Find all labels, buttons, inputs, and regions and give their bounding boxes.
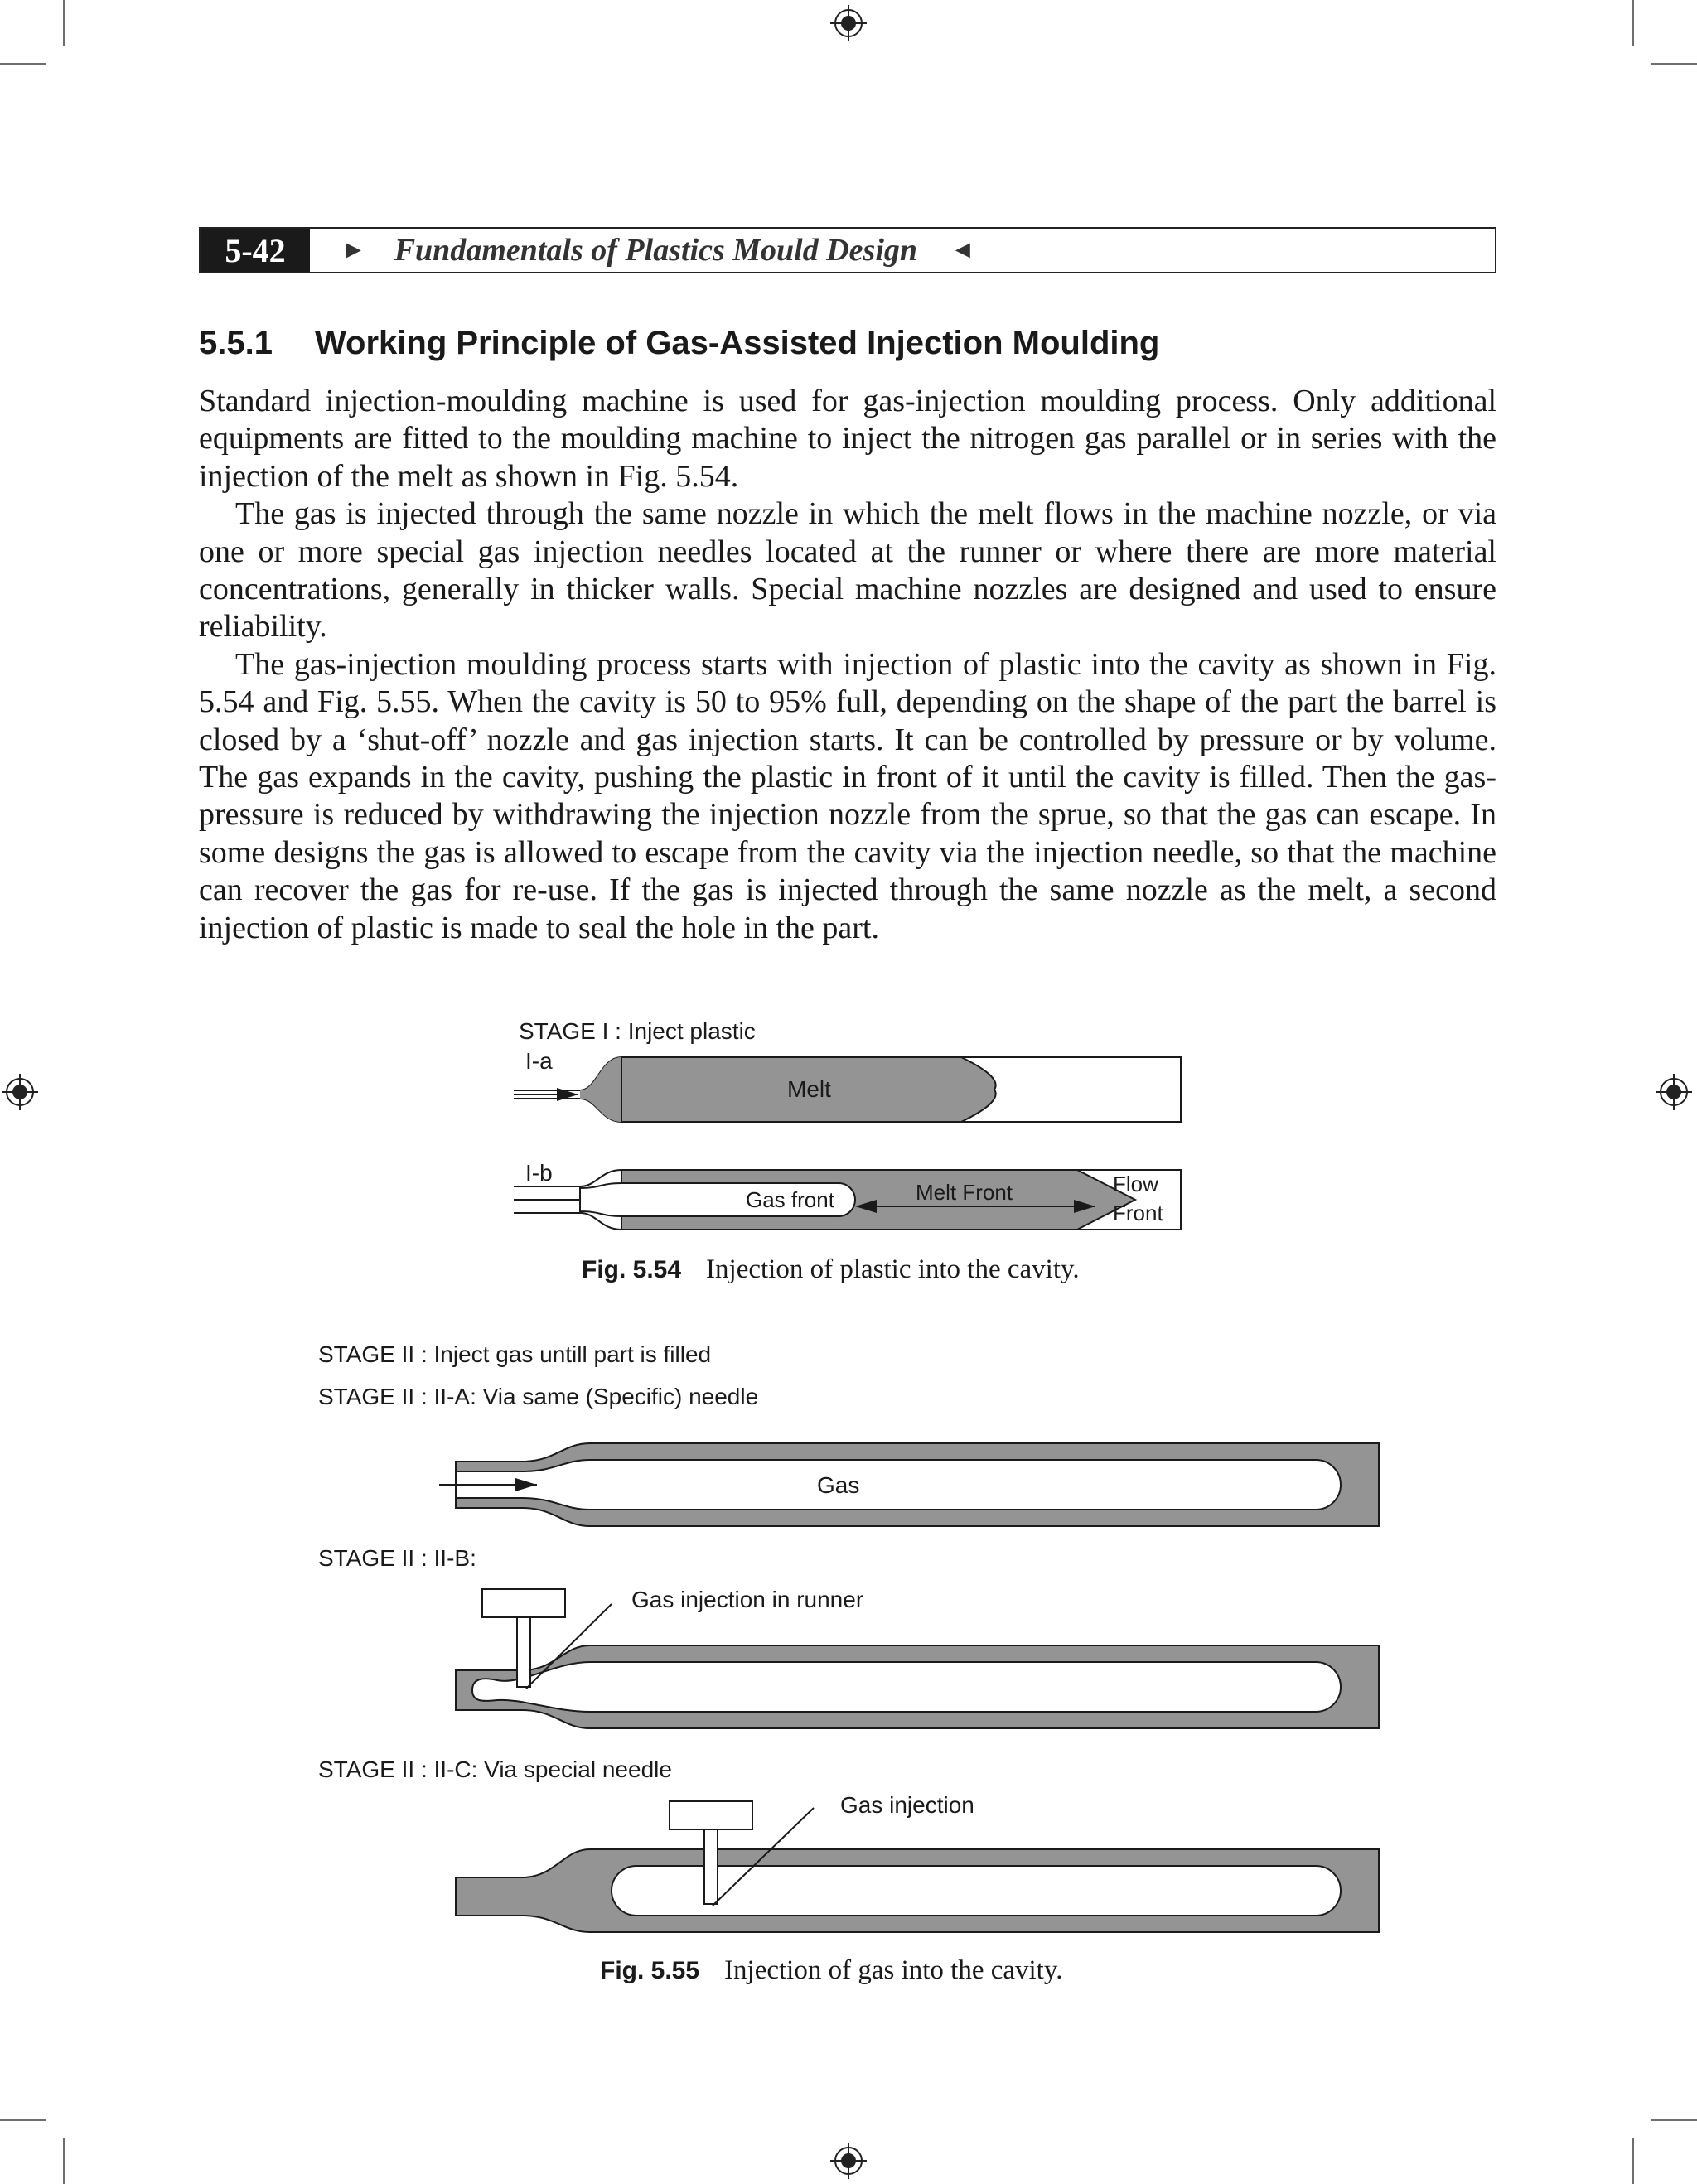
- figure-5-54: [497, 1011, 1210, 1259]
- section-heading: [199, 325, 1496, 362]
- registration-mark-icon: [830, 5, 867, 41]
- crop-mark: [0, 63, 46, 65]
- figure-5-55: [307, 1334, 1384, 1939]
- crop-mark: [1651, 63, 1697, 65]
- body-text: [199, 383, 1496, 947]
- gas-channel-ii-c: [612, 1866, 1341, 1916]
- needle-stem-ii-b: [517, 1617, 530, 1687]
- gas-label: Gas: [817, 1472, 860, 1498]
- section-number: 5.5.1: [199, 325, 273, 361]
- crop-mark: [63, 2138, 65, 2184]
- needle-stem-ii-c: [704, 1829, 718, 1904]
- crop-mark: [1632, 2138, 1634, 2184]
- figure-label: Fig. 5.54: [582, 1256, 682, 1283]
- stage-ii-title: STAGE II : Inject gas untill part is filled: [318, 1341, 712, 1367]
- melt-label: Melt: [787, 1076, 831, 1102]
- registration-mark-icon: [1656, 1074, 1692, 1110]
- right-marker-icon: ◄: [950, 236, 975, 263]
- flow-front-label-2: Front: [1113, 1201, 1163, 1225]
- figure-5-55-caption: [600, 1955, 1062, 1986]
- melt-front-label: Melt Front: [916, 1180, 1013, 1205]
- page-number: 5-42: [201, 229, 310, 272]
- figure-label: Fig. 5.55: [600, 1957, 700, 1984]
- runner-injection-label: Gas injection in runner: [631, 1587, 864, 1612]
- left-marker-icon: ►: [341, 236, 366, 263]
- book-title-row: [341, 229, 975, 272]
- gas-channel-ii-a: [456, 1460, 1341, 1510]
- label-i-b: I-b: [525, 1160, 553, 1186]
- running-header: [199, 227, 1496, 273]
- paragraph: Standard injection-moulding machine is used for gas-injection moulding process. Only additional equipments are fitted to the moulding machine to inject the nitrogen gas parallel or in series with the injection of the melt as shown in Fig. 5.54.: [199, 384, 1496, 494]
- needle-head-ii-b: [482, 1589, 565, 1617]
- section-title: Working Principle of Gas-Assisted Injection Moulding: [315, 325, 1160, 361]
- crop-mark: [63, 0, 65, 46]
- stage-ii-c-title: STAGE II : II-C: Via special needle: [318, 1756, 672, 1782]
- crop-mark: [1632, 0, 1634, 46]
- caption-text: Injection of gas into the cavity.: [724, 1955, 1063, 1985]
- caption-text: Injection of plastic into the cavity.: [706, 1254, 1080, 1284]
- registration-mark-icon: [830, 2143, 867, 2179]
- flow-front-label-1: Flow: [1113, 1172, 1158, 1196]
- book-title: Fundamentals of Plastics Mould Design: [394, 233, 918, 268]
- needle-injection-label: Gas injection: [840, 1792, 974, 1818]
- gas-channel-ii-b: [472, 1662, 1341, 1712]
- stage-i-title: STAGE I : Inject plastic: [519, 1018, 756, 1044]
- registration-mark-icon: [2, 1074, 38, 1110]
- gas-front-label: Gas front: [746, 1187, 834, 1212]
- crop-mark: [0, 2119, 46, 2121]
- crop-mark: [1651, 2119, 1697, 2121]
- paragraph: The gas is injected through the same nozzle in which the melt flows in the machine nozzle, or via one or more special gas injection needles located at the runner or where there are more material concentrations, generally in thicker walls. Special machine nozzles are designed and used to ensure reliability.: [199, 496, 1496, 645]
- paragraph: The gas-injection moulding process starts with injection of plastic into the cavity as shown in Fig. 5.54 and Fig. 5.55. When the cavity is 50 to 95% full, depending on the shape of the part the barrel is closed by a ‘shut-off’ nozzle and gas injection starts. It can be controlled by pressure or by volume. The gas expands in the cavity, pushing the plastic in front of it until the cavity is filled. Then the gas-pressure is reduced by withdrawing the injection nozzle from the sprue, so that the gas can escape. In some designs the gas is allowed to escape from the cavity via the injection needle, so that the machine can recover the gas for re-use. If the gas is injected through the same nozzle as the melt, a second injection of plastic is made to seal the hole in the part.: [199, 646, 1496, 945]
- needle-head-ii-c: [670, 1801, 752, 1829]
- label-i-a: I-a: [525, 1048, 553, 1074]
- figure-5-54-caption: [582, 1254, 1080, 1285]
- stage-ii-a-title: STAGE II : II-A: Via same (Specific) needle: [318, 1384, 759, 1409]
- stage-ii-b-title: STAGE II : II-B:: [318, 1545, 476, 1571]
